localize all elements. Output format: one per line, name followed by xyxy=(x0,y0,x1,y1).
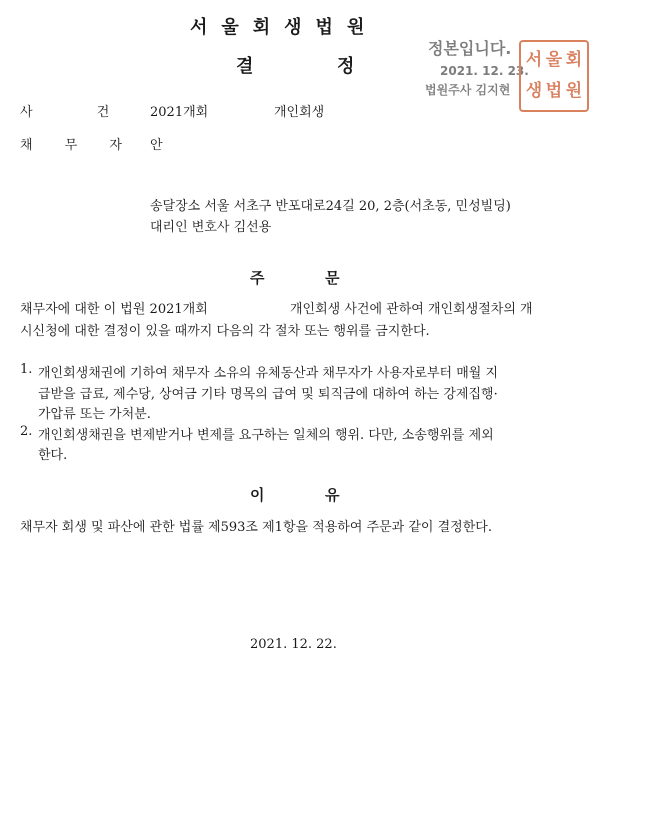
order-item-line: 급받을 급료, 제수당, 상여금 기타 명목의 급여 및 퇴직금에 대하여 하는 강제집행· xyxy=(38,387,498,402)
debtor-name: 안 xyxy=(150,138,163,153)
order-item-number: 2. xyxy=(20,424,33,439)
legal-agent: 대리인 변호사 김선용 xyxy=(150,220,272,235)
case-number: 2021개회 xyxy=(150,105,209,120)
court-name: 서울회생법원 xyxy=(190,17,379,38)
seal-character: 서 xyxy=(525,50,543,70)
reason-heading-left: 이 xyxy=(250,486,265,504)
certified-copy-note: 정본입니다. xyxy=(428,39,512,58)
debtor-label: 채 무 자 xyxy=(20,138,136,153)
case-label: 사 건 xyxy=(20,105,140,120)
reason-text: 채무자 회생 및 파산에 관한 법률 제593조 제1항을 적용하여 주문과 같이 결정한다. xyxy=(20,520,492,535)
order-item-line: 개인회생채권을 변제받거나 변제를 요구하는 일체의 행위. 다만, 소송행위를 제외 xyxy=(38,428,494,443)
reason-heading-right: 유 xyxy=(325,486,340,504)
order-item-line: 가압류 또는 가처분. xyxy=(38,407,151,422)
decision-title-right: 정 xyxy=(337,56,355,77)
certified-copy-date: 2021. 12. 23. xyxy=(440,64,529,78)
order-intro-line1: 채무자에 대한 이 법원 2021개회 xyxy=(20,302,208,317)
decision-date: 2021. 12. 22. xyxy=(250,637,337,652)
seal-character: 원 xyxy=(565,81,583,101)
seal-character: 생 xyxy=(525,81,543,101)
case-type: 개인회생 xyxy=(274,105,325,120)
court-seal-icon xyxy=(519,40,589,112)
seal-character: 울 xyxy=(545,50,563,70)
decision-title-left: 결 xyxy=(236,56,254,77)
order-item-line: 개인회생채권에 기하여 채무자 소유의 유체동산과 채무자가 사용자로부터 매월 지 xyxy=(38,366,499,381)
order-heading-left: 주 xyxy=(250,269,265,287)
delivery-address: 송달장소 서울 서초구 반포대로24길 20, 2층(서초동, 민성빌딩) xyxy=(150,199,511,214)
seal-character: 회 xyxy=(565,50,583,70)
order-intro-line2: 시신청에 대한 결정이 있을 때까지 다음의 각 절차 또는 행위를 금지한다. xyxy=(20,324,430,339)
court-clerk: 법원주사 김지현 xyxy=(425,83,511,97)
order-item-line: 한다. xyxy=(38,448,68,463)
order-heading-right: 문 xyxy=(325,269,340,287)
seal-character: 법 xyxy=(545,81,563,101)
order-intro-line1b: 개인회생 사건에 관하여 개인회생절차의 개 xyxy=(290,302,533,317)
order-item-number: 1. xyxy=(20,362,33,377)
